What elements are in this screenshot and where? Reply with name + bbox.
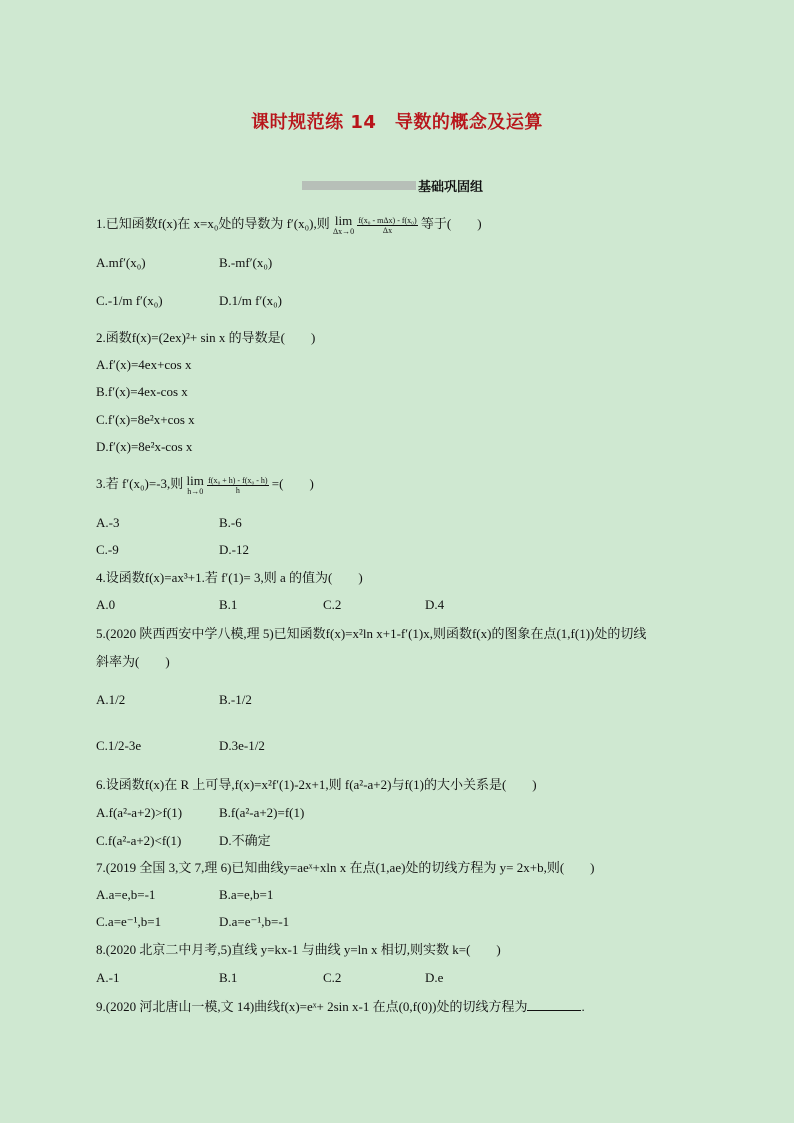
question-8: 8.(2020 北京二中月考,5)直线 y=kx-1 与曲线 y=ln x 相切,则实数 k=( ) [96,942,501,957]
question-5: 5.(2020 陕西西安中学八模,理 5)已知函数f(x)=x²ln x+1-f′(1)x,则函数f(x)的图象在点(1,f(1))处的切线 [96,626,647,641]
option-a: A.f′(x)=4ex+cos x [96,357,192,372]
option-a: A.-3 [96,515,120,530]
option-b: B.1 [219,597,238,612]
option-d: D.f′(x)=8e²x-cos x [96,439,193,454]
question-4: 4.设函数f(x)=ax³+1.若 f′(1)= 3,则 a 的值为( ) [96,570,363,585]
option-c: C.1/2-3e [96,738,142,753]
limit-expression: lim h→0 [186,473,204,496]
option-a: A.f(a²-a+2)>f(1) [96,805,183,820]
option-a: A.mf′(x₀) [96,255,146,270]
option-b: B.a=e,b=1 [219,887,274,902]
limit-expression: lim Δx→0 [332,213,355,236]
question-6: 6.设函数f(x)在 R 上可导,f(x)=x²f′(1)-2x+1,则 f(a²-a+2)与f(1)的大小关系是( ) [96,777,537,792]
option-b: B.-6 [219,515,242,530]
question-1 [96,214,482,236]
question-tail: . [581,999,585,1014]
option-c: C.-9 [96,542,119,557]
option-b: B.f(a²-a+2)=f(1) [219,805,305,820]
question-text: 9.(2020 河北唐山一模,文 14)曲线f(x)=eˣ+ 2sin x-1 在点(0,f(0))处的切线方程为 [96,999,528,1014]
option-c: C.2 [323,597,342,612]
option-b: B.-1/2 [219,692,252,707]
section-heading [302,176,483,195]
option-d: D.-12 [219,542,249,557]
option-c: C.f′(x)=8e²x+cos x [96,412,195,427]
question-text: 3.若 f′(x₀)=-3,则 [96,475,184,491]
question-2: 2.函数f(x)=(2ex)²+ sin x 的导数是( ) [96,330,316,345]
fraction: $\frac{\text{f(x₀ + h) - f(x₀ - h)}}{h}$ [208,475,268,495]
option-d: D.1/m f′(x₀) [219,293,282,308]
option-a: A.1/2 [96,692,126,707]
question-tail: =( ) [271,475,314,491]
question-7: 7.(2019 全国 3,文 7,理 6)已知曲线y=aeˣ+xln x 在点(1,ae)处的切线方程为 y= 2x+b,则( ) [96,860,595,875]
question-9 [96,998,585,1015]
option-c: C.2 [323,970,342,985]
fraction: $\frac{\text{f(x₀ - mΔx) - f(x₀)}}{\Delta x}$ [358,215,417,235]
option-d: D.e [425,970,444,985]
question-3 [96,474,314,496]
answer-blank [527,998,581,1011]
option-d: D.4 [425,597,445,612]
question-text: 1.已知函数f(x)在 x=x₀处的导数为 f′(x₀),则 [96,215,330,231]
option-b: B.f′(x)=4ex-cos x [96,384,188,399]
option-c: C.f(a²-a+2)<f(1) [96,833,182,848]
option-b: B.-mf′(x₀) [219,255,273,270]
option-d: D.3e-1/2 [219,738,265,753]
section-bar [302,181,416,190]
option-a: A.a=e,b=-1 [96,887,156,902]
question-tail: 等于( ) [420,215,482,231]
option-b: B.1 [219,970,238,985]
option-a: A.-1 [96,970,120,985]
option-c: C.-1/m f′(x₀) [96,293,163,308]
page-title: 课时规范练 14 导数的概念及运算 [251,112,543,133]
option-d: D.a=e⁻¹,b=-1 [219,914,290,929]
question-5-line-2: 斜率为( ) [96,654,170,669]
option-d: D.不确定 [219,833,271,848]
section-label: 基础巩固组 [418,180,484,195]
option-c: C.a=e⁻¹,b=1 [96,914,162,929]
option-a: A.0 [96,597,116,612]
